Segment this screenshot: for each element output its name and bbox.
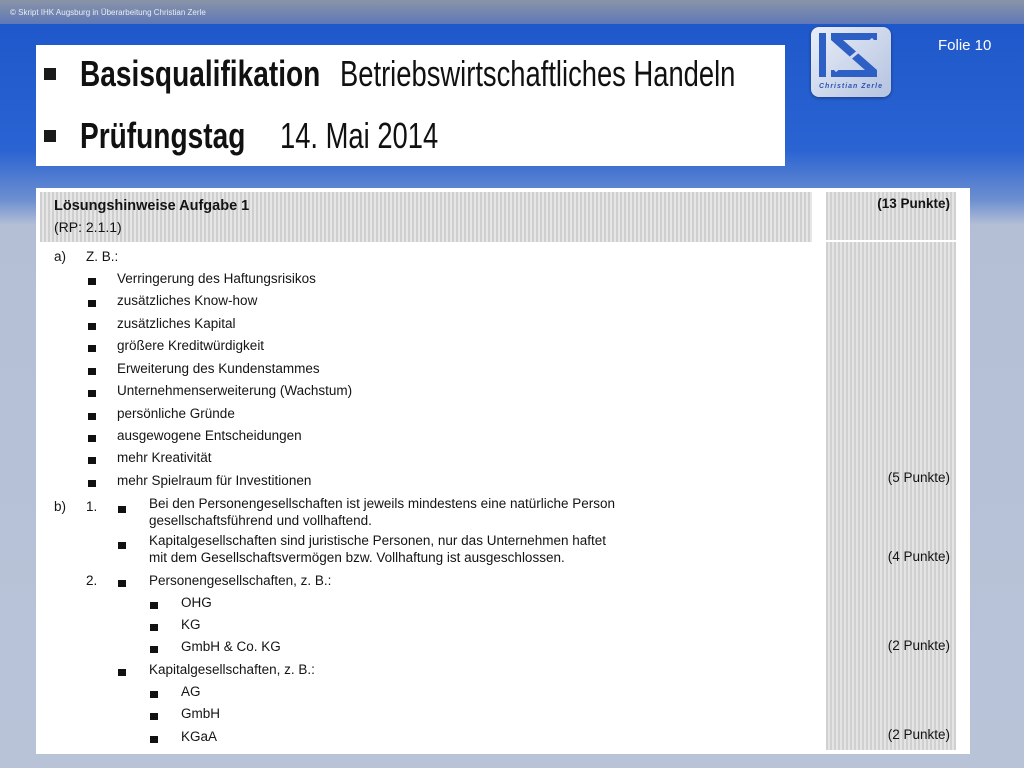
bullet-icon — [150, 602, 158, 609]
list-item: mehr Kreativität — [117, 450, 212, 465]
top-bar — [0, 0, 1024, 24]
title-row-1 — [44, 49, 860, 99]
title-row-2 — [44, 111, 488, 161]
bullet-icon — [150, 624, 158, 631]
list-item: persönliche Gründe — [117, 406, 235, 421]
title-box — [36, 45, 785, 166]
bullet-icon — [88, 368, 96, 375]
b1-personen-line2: gesellschaftsführend und vollhaftend. — [149, 513, 372, 528]
bullet-icon — [118, 580, 126, 587]
list-item: Erweiterung des Kundenstammes — [117, 361, 320, 376]
part-b-label: b) — [54, 499, 67, 514]
bullet-icon — [150, 713, 158, 720]
list-item: KGaA — [181, 729, 218, 744]
bullet-icon — [88, 345, 96, 352]
b2-kapital-points: (2 Punkte) — [887, 727, 950, 742]
list-item: mehr Spielraum für Investitionen — [117, 473, 312, 488]
part-a-points: (5 Punkte) — [887, 470, 950, 485]
b2-kapital-heading: Kapitalgesellschaften, z. B.: — [149, 662, 315, 677]
list-item: KG — [181, 617, 201, 632]
bullet-icon — [150, 736, 158, 743]
part-a-intro: Z. B.: — [86, 249, 119, 264]
bullet-icon — [88, 413, 96, 420]
slide-number: Folie 10 — [938, 37, 992, 54]
bullet-icon — [150, 691, 158, 698]
solution-document — [36, 188, 970, 754]
bullet-icon — [88, 390, 96, 397]
title-value-1: Betriebswirtschaftliches Handeln — [340, 53, 736, 94]
b1-kapital-line2: mit dem Gesellschaftsvermögen bzw. Vollhaftung ist ausgeschlossen. — [149, 550, 565, 565]
b2-personen-points: (2 Punkte) — [887, 638, 950, 653]
bullet-square-icon — [44, 130, 56, 142]
bullet-icon — [118, 506, 126, 513]
list-item: Verringerung des Haftungsrisikos — [117, 271, 316, 286]
list-item: zusätzliches Kapital — [117, 316, 236, 331]
bullet-square-icon — [44, 68, 56, 80]
list-item: zusätzliches Know-how — [117, 293, 258, 308]
title-label-2: Prüfungstag — [80, 115, 246, 156]
bullet-icon — [118, 542, 126, 549]
bullet-icon — [88, 323, 96, 330]
bullet-icon — [88, 435, 96, 442]
part-b1-points: (4 Punkte) — [887, 549, 950, 564]
bullet-icon — [88, 300, 96, 307]
total-points: (13 Punkte) — [877, 196, 950, 211]
bullet-icon — [88, 457, 96, 464]
bullet-icon — [150, 646, 158, 653]
b1-personen-line1: Bei den Personengesellschaften ist jeweils mindestens eine natürliche Person — [149, 496, 616, 511]
list-item: GmbH & Co. KG — [181, 639, 281, 654]
list-item: ausgewogene Entscheidungen — [117, 428, 302, 443]
b2-personen-heading: Personengesellschaften, z. B.: — [149, 573, 332, 588]
list-item: größere Kreditwürdigkeit — [117, 338, 265, 353]
bullet-icon — [118, 669, 126, 676]
title-label-1: Basisqualifikation — [80, 53, 321, 94]
bullet-icon — [88, 278, 96, 285]
list-item: AG — [181, 684, 201, 699]
list-item: Unternehmenserweiterung (Wachstum) — [117, 383, 353, 398]
part-b1-number: 1. — [86, 499, 98, 514]
list-item: GmbH — [181, 706, 221, 721]
doc-rp: (RP: 2.1.1) — [54, 219, 122, 235]
list-item: OHG — [181, 595, 212, 610]
part-a-label: a) — [54, 249, 67, 264]
copyright-text: © Skript IHK Augsburg in Überarbeitung Christian Zerle — [10, 8, 206, 17]
doc-header: Lösungshinweise Aufgabe 1 — [54, 198, 250, 214]
logo-text: Christian Zerle — [818, 83, 883, 90]
bullet-icon — [88, 480, 96, 487]
part-b2-number: 2. — [86, 573, 98, 588]
b1-kapital-line1: Kapitalgesellschaften sind juristische Personen, nur das Unternehmen haftet — [149, 533, 607, 548]
points-column-divider — [826, 240, 956, 242]
title-value-2: 14. Mai 2014 — [280, 115, 439, 156]
